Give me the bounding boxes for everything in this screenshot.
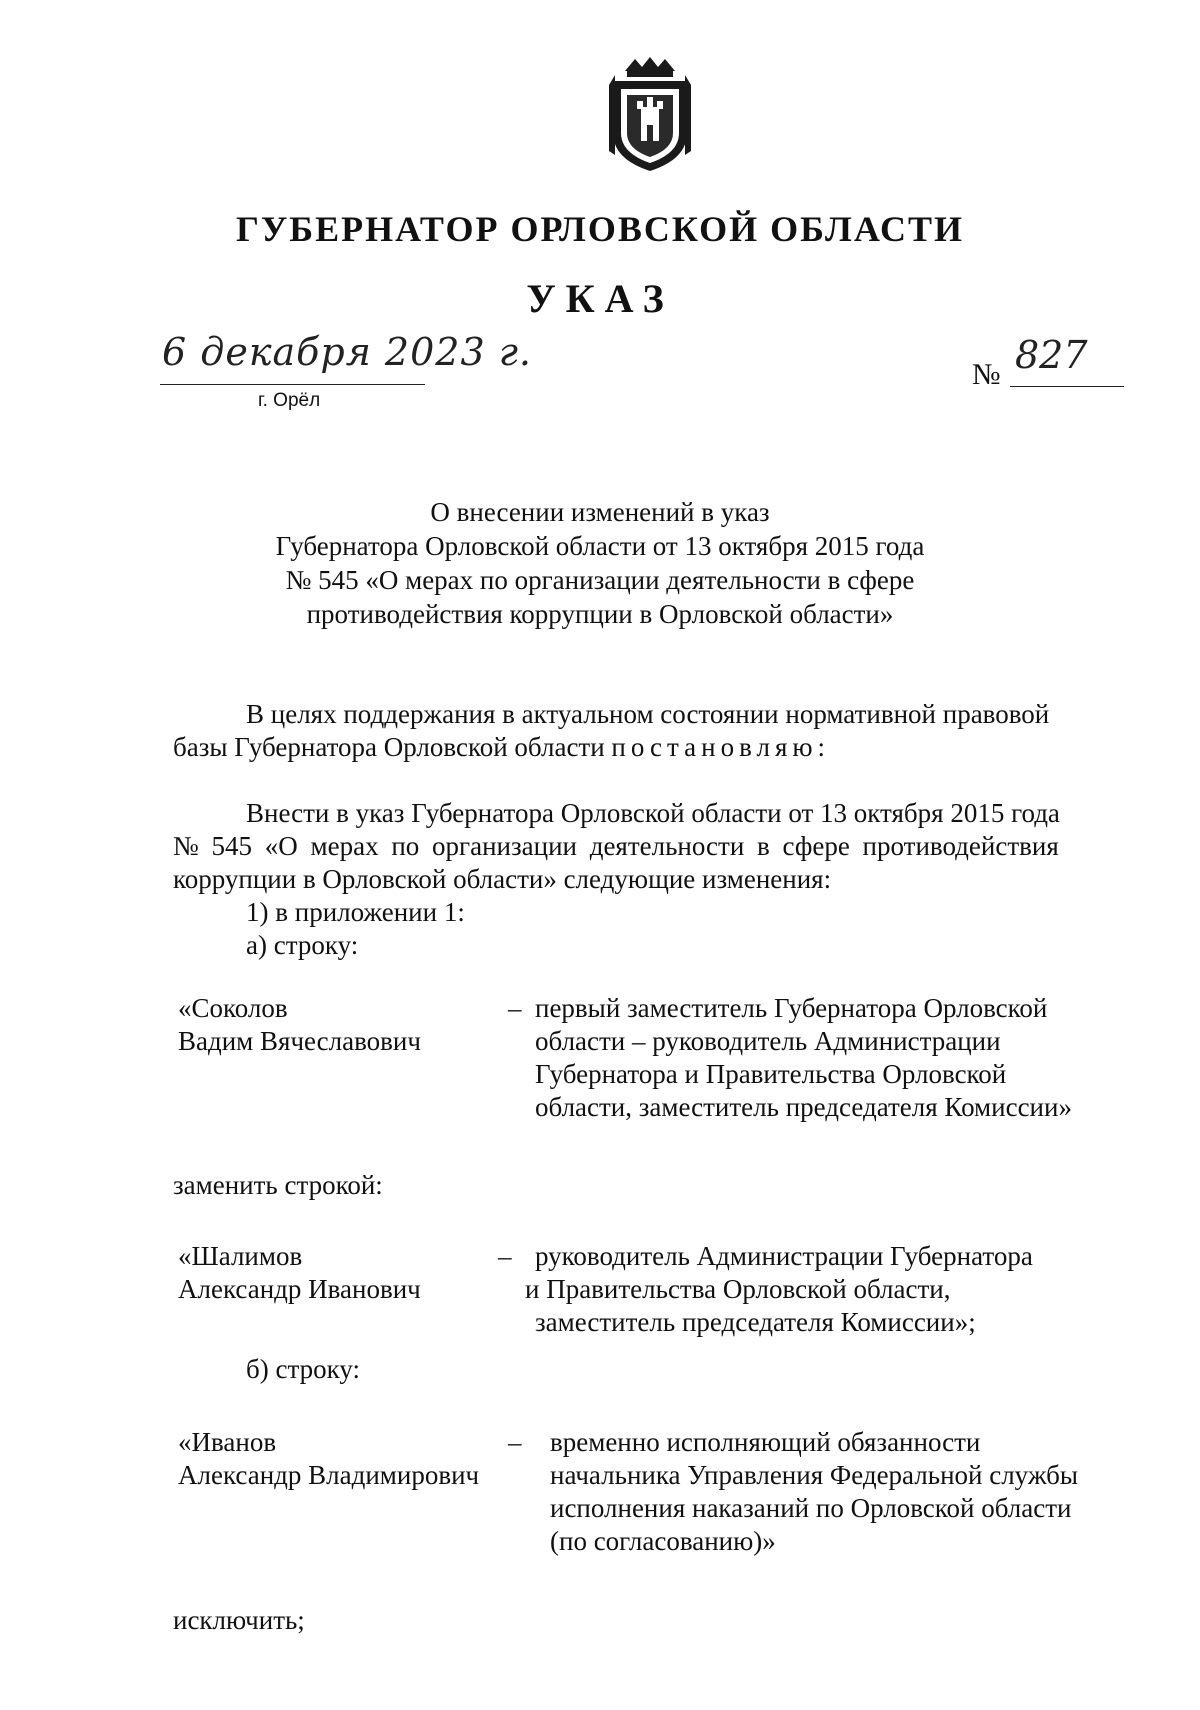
coat-of-arms-icon xyxy=(607,55,693,175)
person-position: временно исполняющий обязанности начальника Управления Федеральной службы исполнения наказаний по Орловской области (по согласованию)» xyxy=(550,1427,1078,1556)
body-intro-line-3: коррупции в Орловской области» следующие изменения: xyxy=(173,864,832,894)
preamble-line-2 xyxy=(173,731,830,764)
person-name: «Иванов Александр Владимирович xyxy=(178,1427,480,1490)
document-type: УКАЗ xyxy=(526,276,674,321)
item-1: 1) в приложении 1: xyxy=(246,897,465,927)
preamble-lead: базы Губернатора Орловской области xyxy=(173,732,605,762)
handwritten-number: 827 xyxy=(1015,333,1088,377)
decree-subject xyxy=(0,495,1200,631)
body-intro-line-2: № 545 «О мерах по организации деятельности в сфере противодействия xyxy=(173,831,1059,861)
replace-instruction: заменить строкой: xyxy=(173,1170,383,1200)
dash-separator: – xyxy=(508,1427,522,1457)
dash-separator: – xyxy=(498,1241,512,1271)
person-position: руководитель Администрации Губернатора и Правительства Орловской области, заместитель председателя Комиссии»; xyxy=(525,1241,1033,1337)
number-underline xyxy=(1010,386,1124,387)
issuing-authority: ГУБЕРНАТОР ОРЛОВСКОЙ ОБЛАСТИ xyxy=(235,209,965,249)
item-1a: а) строку: xyxy=(246,930,359,960)
exclude-instruction: исключить; xyxy=(173,1605,305,1635)
subject-line: О внесении изменений в указ xyxy=(430,497,770,527)
preamble-line-1: В целях поддержания в актуальном состоянии нормативной правовой xyxy=(246,699,1050,729)
date-underline xyxy=(160,384,425,385)
handwritten-date: 6 декабря 2023 г. xyxy=(162,330,533,374)
number-sign: № xyxy=(972,358,1001,391)
body-intro-line-1: Внести в указ Губернатора Орловской области от 13 октября 2015 года xyxy=(246,798,1060,828)
dash-separator: – xyxy=(508,993,522,1023)
preamble-verb: постановляю: xyxy=(611,732,831,762)
subject-line: противодействия коррупции в Орловской области» xyxy=(306,599,894,629)
person-name: «Соколов Вадим Вячеславович xyxy=(178,993,421,1056)
person-position: первый заместитель Губернатора Орловской области – руководитель Администрации Губернатора и Правительства Орловской области, заместитель председателя Комиссии» xyxy=(535,993,1072,1122)
subject-line: № 545 «О мерах по организации деятельности в сфере xyxy=(285,565,915,595)
subject-line: Губернатора Орловской области от 13 октября 2015 года xyxy=(275,531,925,561)
city-label: г. Орёл xyxy=(258,390,321,411)
item-1b: б) строку: xyxy=(246,1354,360,1384)
person-name: «Шалимов Александр Иванович xyxy=(178,1241,421,1304)
